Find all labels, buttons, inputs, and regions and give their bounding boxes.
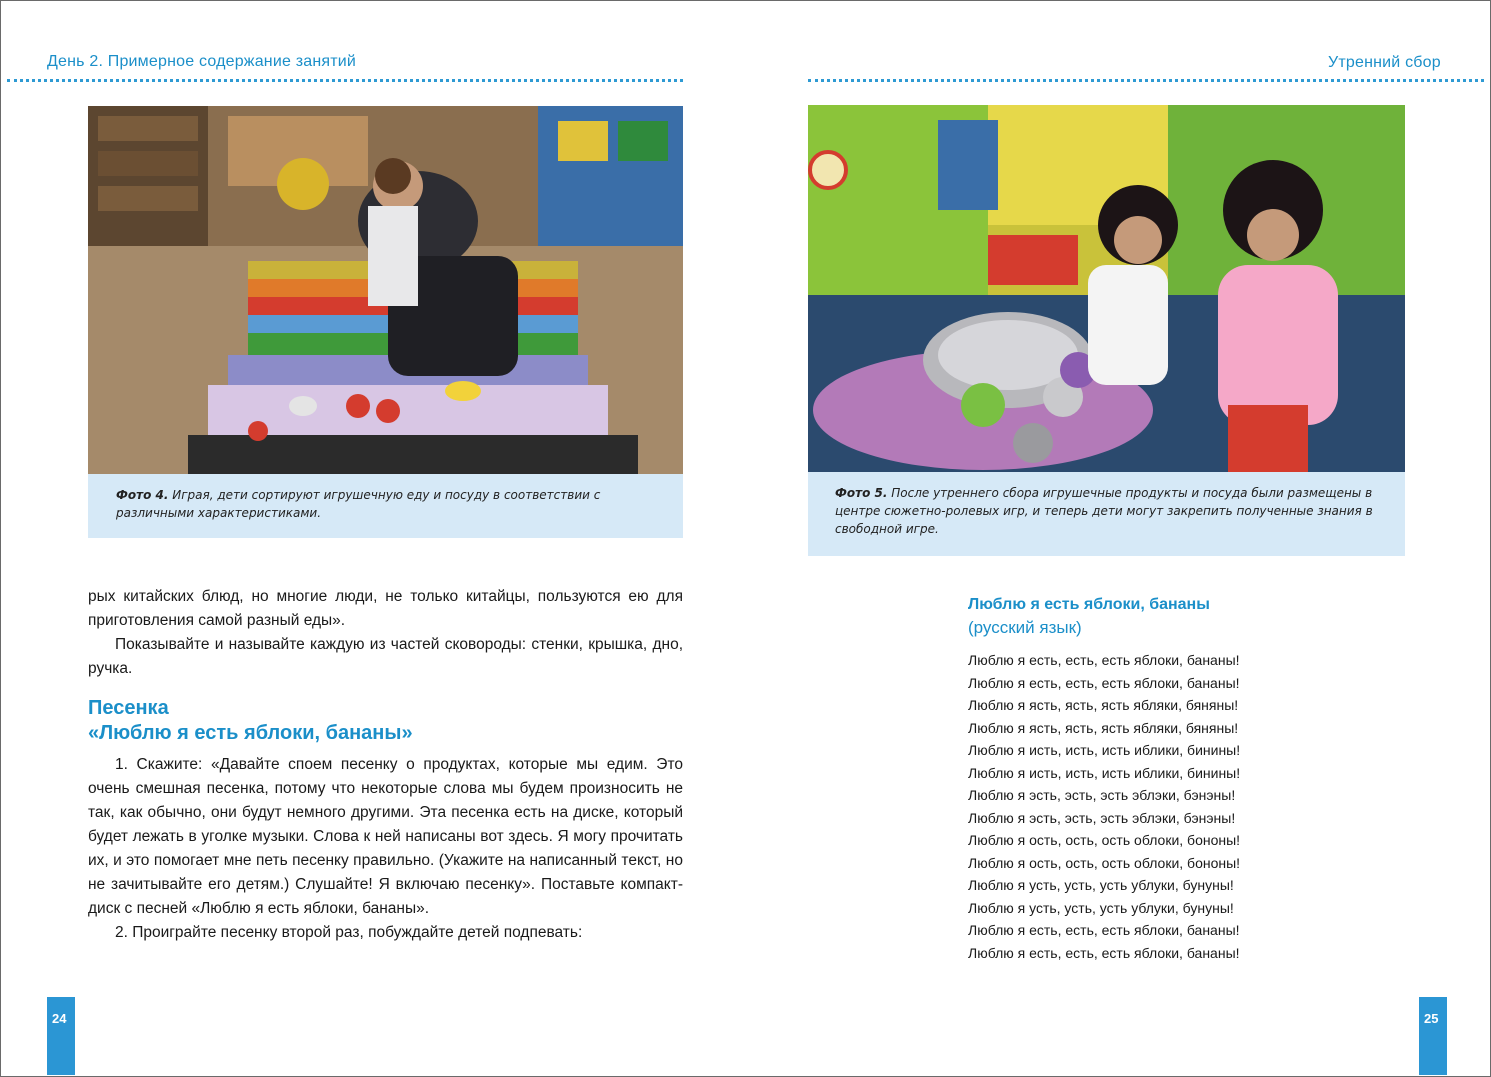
page-tab-left (47, 997, 75, 1075)
section-heading-line1: Песенка (88, 697, 169, 719)
step-1-paragraph: 1. Скажите: «Давайте споем песенку о продуктах, которые мы едим. Это очень смешная песенка, потому что некоторые слова мы будем произносить не так, как обычно, они будут немного другими. Эта песенка есть на диске, который будет лежать в уголке музыки. Слова к ней написаны вот здесь. Я могу прочитать их, и это помогает мне петь песенку правильно. (Укажите на написанный текст, но не зачитывайте его детям.) Слушайте! Я включаю песенку». Поставьте компакт-диск с песней «Люблю я есть яблоки, бананы». (88, 756, 683, 917)
body-continued-paragraph: рых китайских блюд, но многие люди, не только китайцы, пользуются ею для приготовления самой разный еды». (88, 588, 683, 629)
song-line: Люблю я эсть, эсть, эсть эблэки, бэнэны! (968, 809, 1236, 826)
song-line: Люблю я есть, есть, есть яблоки, бананы! (968, 652, 1240, 668)
right-page (746, 1, 1490, 1075)
running-head-right: Утренний сбор (1328, 54, 1441, 71)
section-heading (88, 696, 683, 746)
song-line: Люблю я усть, усть, усть ублуки, бунуны! (968, 899, 1234, 916)
page-tab-right (1419, 997, 1447, 1075)
song-title: Люблю я есть яблоки, бананы (968, 596, 1210, 613)
song-line: Люблю я ость, ость, ость облоки, бононы! (968, 854, 1241, 871)
song-language: (русский язык) (968, 618, 1082, 637)
song-line: Люблю я ясть, ясть, ясть ябляки, бяняны! (968, 697, 1239, 713)
header-dotted-rule (7, 79, 683, 82)
photo-4-caption-label: Фото 4. (116, 488, 169, 502)
song-line: Люблю я есть, есть, есть яблоки, бананы! (968, 944, 1240, 961)
page-number-left: 24 (52, 1011, 67, 1026)
running-head-left: День 2. Примерное содержание занятий (47, 53, 357, 70)
header-dotted-rule-right (808, 79, 1484, 82)
body-parts-paragraph: Показывайте и называйте каждую из частей сковороды: стенки, крышка, дно, ручка. (88, 636, 683, 677)
photo-5-caption-text: После утреннего сбора игрушечные продукты и посуда были размещены в центре сюжетно-ролевых игр, и теперь дети могут закрепить полученные знания в свободной игре. (835, 486, 1373, 536)
song-line: Люблю я ясть, ясть, ясть ябляки, бяняны! (968, 719, 1239, 736)
song-line: Люблю я усть, усть, усть ублуки, бунуны! (968, 877, 1234, 893)
song-line: Люблю я исть, исть, исть иблики, бинины! (968, 742, 1241, 758)
section-heading-line2: «Люблю я есть яблоки, бананы» (88, 722, 413, 744)
step-2-paragraph: 2. Проиграйте песенку второй раз, побуждайте детей подпевать: (115, 924, 583, 941)
song-line: Люблю я исть, исть, исть иблики, бинины! (968, 764, 1241, 781)
photo-5-caption-label: Фото 5. (835, 486, 888, 500)
photo-5-caption (835, 484, 1390, 538)
song-line: Люблю я есть, есть, есть яблоки, бананы! (968, 922, 1240, 938)
body-steps (88, 753, 683, 945)
photo-4-caption (116, 486, 661, 522)
song-line: Люблю я эсть, эсть, эсть эблэки, бэнэны! (968, 787, 1236, 803)
body-intro (88, 585, 683, 681)
photo-4-caption-text: Играя, дети сортируют игрушечную еду и посуду в соответствии с различными характеристиками. (116, 488, 601, 520)
page-number-right: 25 (1424, 1011, 1439, 1026)
photo-4 (88, 106, 683, 474)
left-page (1, 1, 745, 1075)
song-line: Люблю я есть, есть, есть яблоки, бананы! (968, 674, 1240, 691)
photo-5 (808, 105, 1405, 472)
song-line: Люблю я ость, ость, ость облоки, бононы! (968, 832, 1241, 848)
song-lyrics (968, 649, 1368, 964)
